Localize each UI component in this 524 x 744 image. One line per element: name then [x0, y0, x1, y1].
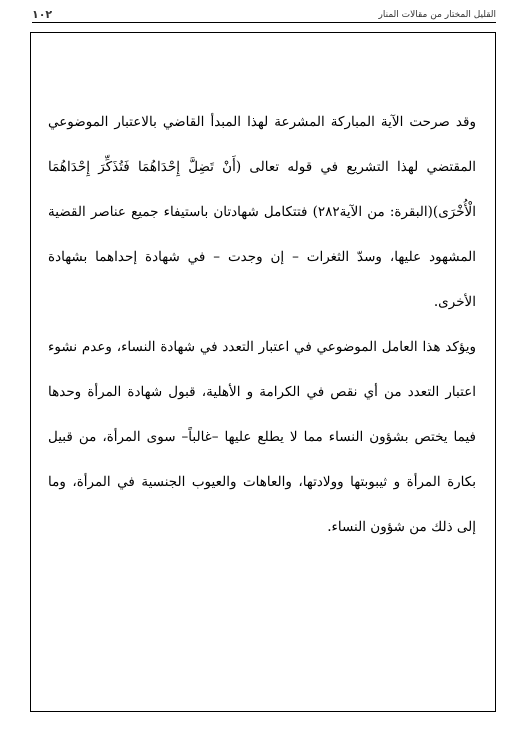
page-number: ١٠٢ — [32, 8, 53, 21]
paragraph: ويؤكد هذا العامل الموضوعي في اعتبار التعدد في شهادة النساء، وعدم نشوء اعتبار التعدد من أي نقص في الكرامة و الأهلية، قبول شهادة المرأة وحدها فيما يختص بشؤون النساء مما لا يطلع عليها –غالباً– سوى المرأة، من قبيل بكارة المرأة و ثيبوبتها وولادتها، والعاهات والعيوب الجنسية في المرأة، وما إلى ذلك من شؤون النساء. — [48, 339, 476, 535]
body-text — [48, 100, 476, 550]
paragraph: وقد صرحت الآية المباركة المشرعة لهذا المبدأ القاضي بالاعتبار الموضوعي المقتضي لهذا التشريع في قوله تعالى (أَنْ تَضِلَّ إِحْدَاهُمَا فَتُذَكِّرَ إِحْدَاهُمَا الْأُخْرَى)(البقرة: من الآية٢٨٢) فتتكامل شهادتان باستيفاء جميع عناصر القضية المشهود عليها، وسدّ الثغرات – إن وجدت – في شهادة إحداهما بشهادة الأخرى. — [48, 114, 477, 310]
header-rule — [32, 22, 496, 23]
book-title: القليل المختار من مقالات المنار — [378, 10, 496, 20]
